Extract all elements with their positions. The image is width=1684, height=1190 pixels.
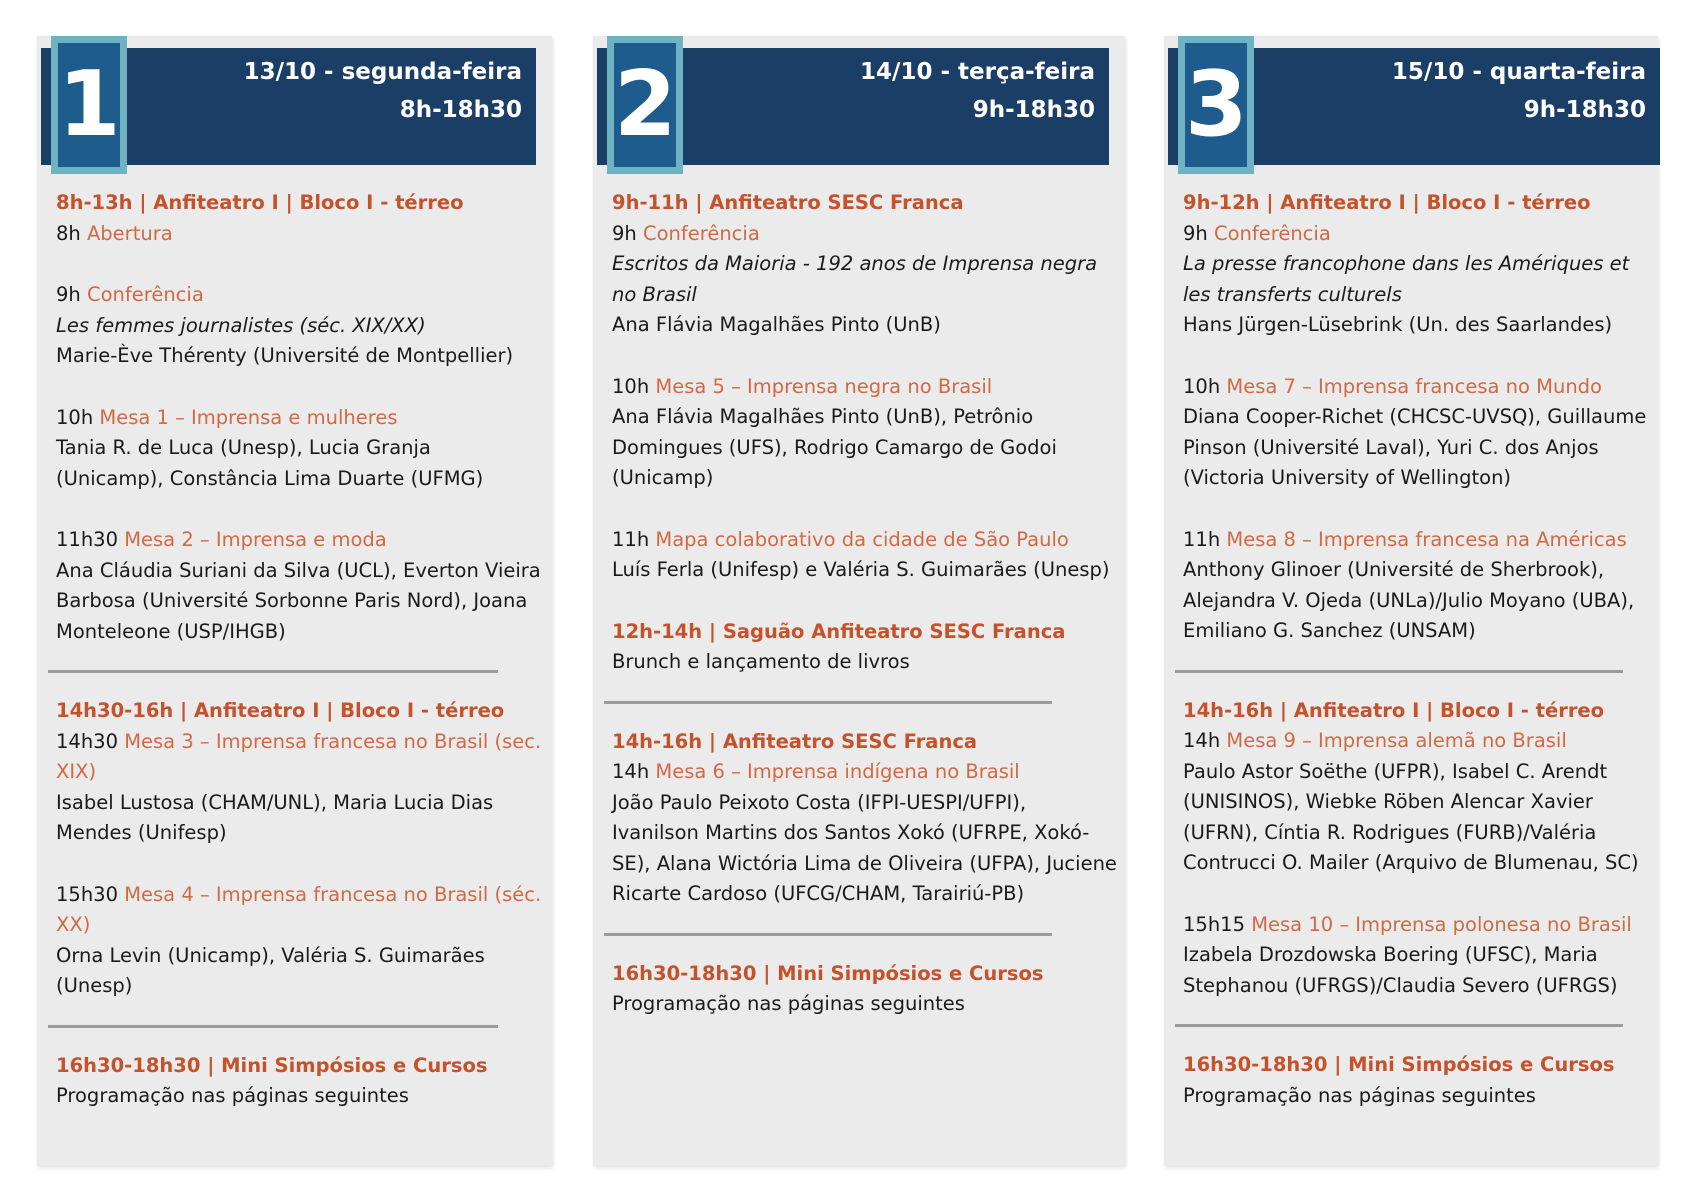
item-time: 15h30 — [56, 882, 118, 906]
note: Brunch e lançamento de livros — [612, 650, 910, 673]
schedule-item — [612, 525, 1117, 556]
speakers: Paulo Astor Soëthe (UFPR), Isabel C. Arendt (UNISINOS), Wiebke Röben Alencar Xavier (UFRN), Cíntia R. Rodrigues (FURB)/Valéria Contrucci O. Mailer (Arquivo de Blumenau, SC) — [1183, 759, 1639, 874]
day-schedule — [56, 188, 544, 1112]
item-time: 15h15 — [1183, 912, 1245, 936]
day-header — [597, 48, 1109, 165]
speakers: Luís Ferla (Unifesp) e Valéria S. Guimarães (Unesp) — [612, 558, 1110, 581]
session-heading: 9h-11h | Anfiteatro SESC Franca — [612, 191, 964, 214]
day-hours: 9h-18h30 — [972, 97, 1095, 123]
schedule-item — [1183, 219, 1650, 250]
day-column-3 — [1164, 36, 1658, 1166]
speakers: Tania R. de Luca (Unesp), Lucia Granja (Unicamp), Constância Lima Duarte (UFMG) — [56, 436, 484, 490]
day-schedule — [1183, 188, 1650, 1111]
note: Programação nas páginas seguintes — [1183, 1083, 1536, 1107]
session-heading: 16h30-18h30 | Mini Simpósios e Cursos — [56, 1053, 488, 1077]
item-time: 11h — [612, 527, 650, 551]
item-title: Mesa 5 – Imprensa negra no Brasil — [655, 374, 993, 398]
item-title: Mesa 4 – Imprensa francesa no Brasil (séc. XX) — [56, 882, 542, 936]
divider — [48, 1025, 498, 1028]
session-heading: 14h-16h | Anfiteatro SESC Franca — [612, 729, 978, 753]
speakers: Orna Levin (Unicamp), Valéria S. Guimarães (Unesp) — [56, 943, 485, 997]
day-hours: 8h-18h30 — [399, 97, 522, 123]
schedule-item — [612, 219, 1117, 250]
item-time: 11h30 — [56, 528, 118, 551]
schedule-item — [612, 757, 1117, 788]
conference-title: Escritos da Maioria - 192 anos de Imprensa negra no Brasil — [612, 252, 1098, 306]
day-hours: 9h-18h30 — [1523, 97, 1646, 123]
day-header — [41, 48, 536, 165]
item-title: Abertura — [86, 221, 173, 245]
item-time: 9h — [56, 283, 81, 306]
item-time: 9h — [612, 221, 637, 245]
item-title: Conferência — [642, 221, 760, 245]
schedule-item — [56, 219, 544, 250]
item-title: Mesa 9 – Imprensa alemã no Brasil — [1226, 729, 1567, 752]
item-time: 14h30 — [56, 729, 118, 753]
speakers: Anthony Glinoer (Université de Sherbrook), Alejandra V. Ojeda (UNLa)/Julio Moyano (UBA), Emiliano G. Sanchez (UNSAM) — [1183, 558, 1635, 642]
schedule-item — [1183, 525, 1650, 556]
conference-title: La presse francophone dans les Amériques et les transferts culturels — [1183, 252, 1630, 306]
day-number: 2 — [607, 36, 683, 174]
speakers: Ana Flávia Magalhães Pinto (UnB) — [612, 313, 941, 336]
speakers: Izabela Drozdowska Boering (UFSC), Maria Stephanou (UFRGS)/Claudia Severo (UFRGS) — [1183, 943, 1618, 997]
day-date: 14/10 - terça-feira — [860, 59, 1095, 85]
day-column-2 — [593, 36, 1125, 1166]
conference-title: Les femmes journalistes (séc. XIX/XX) — [56, 313, 426, 337]
divider — [48, 670, 498, 673]
session-heading: 12h-14h | Saguão Anfiteatro SESC Franca — [612, 619, 1066, 643]
schedule-item — [56, 880, 544, 941]
session-heading: 9h-12h | Anfiteatro I | Bloco I - térreo — [1183, 191, 1591, 214]
divider — [1175, 670, 1623, 673]
speakers: João Paulo Peixoto Costa (IFPI-UESPI/UFPI), Ivanilson Martins dos Santos Xokó (UFRPE, Xokó-SE), Alana Wictória Lima de Oliveira (UFPA), Juciene Ricarte Cardoso (UFCG/CHAM, Tarairiú-PB) — [612, 790, 1117, 905]
divider — [604, 701, 1052, 704]
divider — [604, 933, 1052, 936]
item-title: Mesa 8 – Imprensa francesa na Américas — [1226, 527, 1627, 551]
schedule-item — [56, 403, 544, 434]
note: Programação nas páginas seguintes — [56, 1084, 409, 1107]
speakers: Isabel Lustosa (CHAM/UNL), Maria Lucia Dias Mendes (Unifesp) — [56, 790, 494, 844]
day-header — [1168, 48, 1660, 165]
item-title: Conferência — [1213, 221, 1331, 245]
item-title: Mesa 3 – Imprensa francesa no Brasil (sec. XIX) — [56, 729, 542, 783]
day-column-1 — [37, 36, 552, 1166]
item-title: Mesa 10 – Imprensa polonesa no Brasil — [1251, 912, 1632, 936]
speakers: Diana Cooper-Richet (CHCSC-UVSQ), Guillaume Pinson (Université Laval), Yuri C. dos Anjos (Victoria University of Wellington) — [1183, 405, 1647, 489]
item-time: 9h — [1183, 221, 1208, 245]
session-heading: 16h30-18h30 | Mini Simpósios e Cursos — [1183, 1053, 1615, 1076]
session-heading: 14h-16h | Anfiteatro I | Bloco I - térreo — [1183, 698, 1605, 722]
item-time: 10h — [1183, 374, 1221, 398]
session-heading: 8h-13h | Anfiteatro I | Bloco I - térreo — [56, 191, 464, 214]
item-title: Mesa 7 – Imprensa francesa no Mundo — [1226, 374, 1602, 398]
day-schedule — [612, 188, 1117, 1020]
speakers: Hans Jürgen-Lüsebrink (Un. des Saarlandes) — [1183, 313, 1613, 336]
divider — [1175, 1024, 1623, 1027]
item-time: 10h — [612, 374, 650, 398]
item-title: Mesa 6 – Imprensa indígena no Brasil — [655, 760, 1020, 783]
item-time: 14h — [612, 760, 650, 783]
session-heading: 14h30-16h | Anfiteatro I | Bloco I - térreo — [56, 699, 505, 722]
schedule-item — [56, 525, 544, 556]
item-title: Mesa 1 – Imprensa e mulheres — [99, 405, 398, 429]
item-time: 10h — [56, 405, 94, 429]
day-date: 13/10 - segunda-feira — [243, 59, 522, 85]
item-title: Mapa colaborativo da cidade de São Paulo — [655, 527, 1069, 551]
item-title: Conferência — [86, 283, 204, 306]
day-date: 15/10 - quarta-feira — [1391, 59, 1646, 85]
item-time: 14h — [1183, 729, 1221, 752]
schedule-item — [1183, 726, 1650, 757]
schedule-item — [1183, 910, 1650, 941]
speakers: Ana Flávia Magalhães Pinto (UnB), Petrônio Domingues (UFS), Rodrigo Camargo de Godoi (Unicamp) — [612, 405, 1057, 489]
schedule-item — [612, 372, 1117, 403]
day-number: 1 — [51, 36, 127, 174]
item-title: Mesa 2 – Imprensa e moda — [124, 528, 387, 551]
speakers: Marie-Ève Thérenty (Université de Montpellier) — [56, 344, 514, 367]
speakers: Ana Cláudia Suriani da Silva (UCL), Everton Vieira Barbosa (Université Sorbonne Paris Nord), Joana Monteleone (USP/IHGB) — [56, 558, 541, 643]
day-number: 3 — [1178, 36, 1254, 174]
schedule-item — [1183, 372, 1650, 494]
schedule-item — [56, 727, 544, 788]
session-heading: 16h30-18h30 | Mini Simpósios e Cursos — [612, 961, 1044, 985]
item-time: 8h — [56, 221, 81, 245]
note: Programação nas páginas seguintes — [612, 992, 965, 1015]
item-time: 11h — [1183, 527, 1221, 551]
schedule-item — [56, 280, 544, 311]
